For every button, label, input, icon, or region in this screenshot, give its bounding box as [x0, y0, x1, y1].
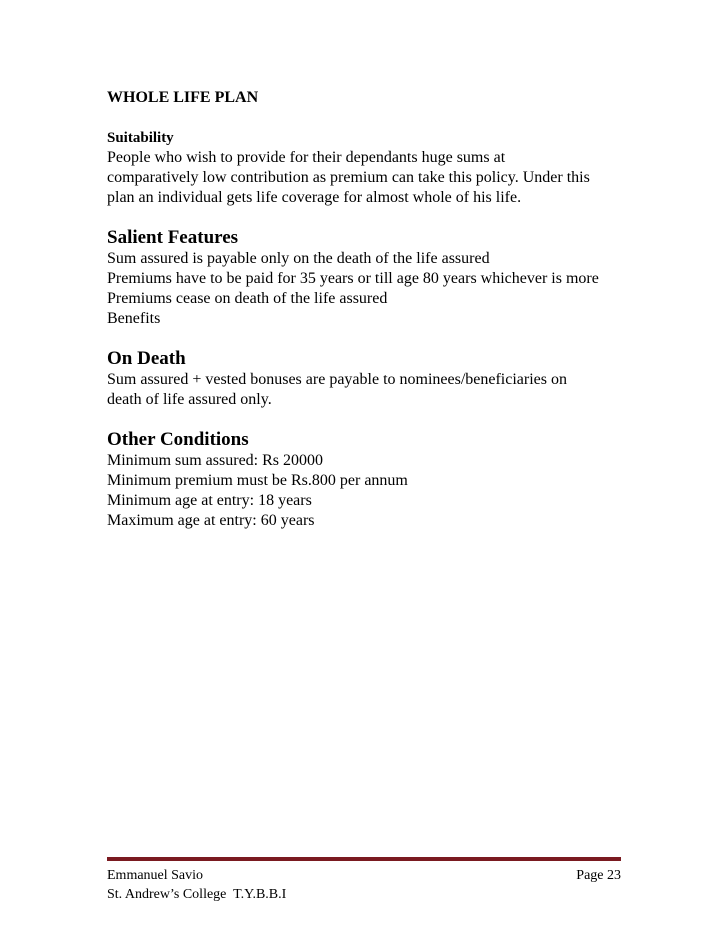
- other-condition-line: Maximum age at entry: 60 years: [107, 512, 315, 529]
- page-content: [107, 88, 627, 531]
- suitability-line: People who wish to provide for their dependants huge sums at: [107, 149, 506, 166]
- on-death-line: Sum assured + vested bonuses are payable to nominees/beneficiaries on: [107, 371, 567, 388]
- footer-row: [107, 866, 621, 885]
- salient-feature-line: Sum assured is payable only on the death of the life assured: [107, 250, 490, 267]
- suitability-line: comparatively low contribution as premium can take this policy. Under this: [107, 169, 590, 186]
- footer-page-number: Page 23: [576, 868, 621, 883]
- suitability-section: [107, 129, 627, 208]
- other-condition-line: Minimum sum assured: Rs 20000: [107, 452, 324, 469]
- footer-college: St. Andrew’s College T.Y.B.B.I: [107, 887, 287, 902]
- other-conditions-heading: Other Conditions: [107, 429, 249, 450]
- salient-feature-line: Premiums have to be paid for 35 years or till age 80 years whichever is more: [107, 270, 599, 287]
- document-title: WHOLE LIFE PLAN: [107, 89, 259, 106]
- other-condition-line: Minimum premium must be Rs.800 per annum: [107, 472, 408, 489]
- suitability-line: plan an individual gets life coverage for almost whole of his life.: [107, 189, 522, 206]
- salient-feature-line: Benefits: [107, 310, 161, 327]
- on-death-line: death of life assured only.: [107, 391, 272, 408]
- other-condition-line: Minimum age at entry: 18 years: [107, 492, 312, 509]
- footer-divider: [107, 857, 621, 861]
- footer-author: Emmanuel Savio: [107, 868, 204, 883]
- page-footer: [107, 866, 621, 904]
- on-death-section: [107, 347, 627, 410]
- suitability-heading: Suitability: [107, 130, 174, 146]
- salient-features-section: [107, 226, 627, 329]
- on-death-heading: On Death: [107, 348, 186, 369]
- salient-feature-line: Premiums cease on death of the life assured: [107, 290, 388, 307]
- salient-features-heading: Salient Features: [107, 227, 239, 248]
- other-conditions-section: [107, 428, 627, 531]
